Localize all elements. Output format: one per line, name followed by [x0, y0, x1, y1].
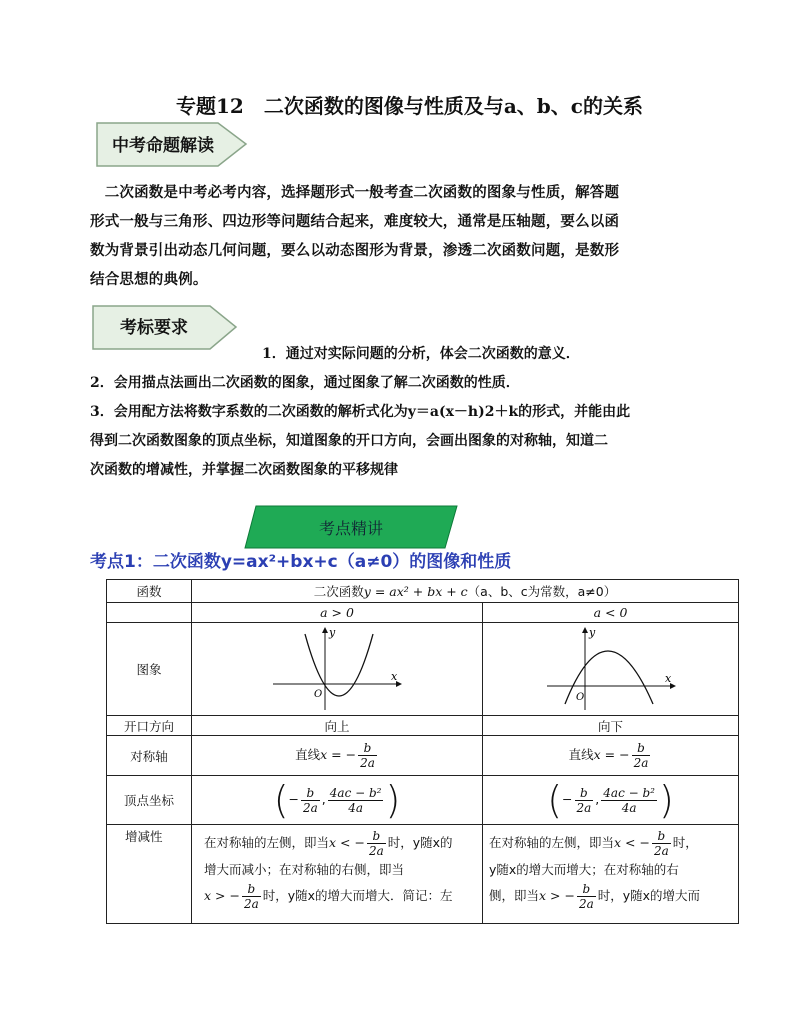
case-a-positive: a > 0	[192, 603, 483, 623]
mono-neg-line1	[489, 829, 730, 858]
requirements-badge-label: 考标要求	[120, 318, 188, 338]
table-row	[107, 580, 739, 603]
mono-pos-line1	[204, 829, 474, 858]
table-row	[107, 825, 739, 924]
fraction-denominator: 2a	[633, 756, 649, 770]
fraction-vertex-y	[328, 786, 384, 815]
key-points-banner-label: 考点精讲	[318, 519, 383, 538]
requirement-item-3-line2: 得到二次函数图象的顶点坐标，知道图象的开口方向，会画出图象的对称轴，知道二	[90, 433, 608, 449]
minus-sign: −	[562, 791, 573, 807]
parabola-upward-graph	[267, 624, 407, 714]
text: 时，y随x的	[387, 835, 453, 850]
fraction-numerator: b	[367, 829, 386, 844]
requirement-item-3-line1: 3．会用配方法将数字系数的二次函数的解析式化为y＝a(x－h)2＋k的形式，并能由此	[90, 404, 631, 420]
fraction-b-over-2a	[632, 741, 651, 770]
fraction-denominator: 4a	[621, 800, 637, 815]
function-expression: y = ax² + bx + c	[363, 584, 468, 599]
axis-prefix: 直线	[568, 747, 594, 762]
math: x < −	[614, 835, 650, 850]
fraction-b-over-2a	[652, 829, 671, 858]
fraction-b-over-2a	[367, 829, 386, 858]
fraction-b-over-2a	[242, 882, 261, 911]
vertex-pos	[192, 776, 483, 825]
math: x > −	[204, 888, 240, 903]
table-row	[107, 603, 739, 623]
fraction-denominator: 2a	[368, 844, 384, 858]
monotonicity-neg	[483, 825, 739, 924]
vertex-neg	[483, 776, 739, 825]
fraction-b-over-2a	[575, 786, 594, 815]
intro-line: 结合思想的典例。	[90, 271, 208, 288]
function-suffix: （a、b、c为常数，a≠0）	[467, 584, 617, 599]
math: x > −	[539, 888, 575, 903]
fraction-numerator: b	[577, 882, 596, 897]
fraction-numerator: b	[652, 829, 671, 844]
case-a-negative: a < 0	[483, 603, 739, 623]
text: 在对称轴的左侧，即当	[204, 835, 330, 850]
origin-label: O	[575, 692, 584, 703]
fraction-denominator: 2a	[578, 897, 594, 911]
text: 时，y随x的增大而增大．简记：左	[262, 888, 453, 903]
axis-x-label: x	[391, 670, 398, 683]
text: 侧，即当	[489, 888, 540, 903]
fraction-numerator: 4ac − b²	[603, 785, 655, 800]
right-paren: )	[658, 778, 674, 822]
fraction-numerator: b	[301, 786, 320, 801]
row-label-function: 函数	[107, 580, 192, 603]
fraction-b-over-2a	[577, 882, 596, 911]
vertex-expression: (− $\frac{b}{2a}$ , $\frac{\text{4ac − b²}}{4a}$ )	[273, 778, 401, 822]
math: x < −	[329, 835, 365, 850]
axis-of-symmetry-pos	[192, 736, 483, 776]
properties-table	[106, 579, 739, 924]
mono-neg-line2: y随x的增大而增大；在对称轴的右	[489, 862, 679, 877]
row-label-vertex: 顶点坐标	[107, 776, 192, 825]
intro-line: 数为背景引出动态几何问题，要么以动态图形为背景，渗透二次函数问题，是数形	[90, 242, 620, 259]
axis-expression: x = −	[320, 747, 357, 762]
requirement-item-1: 1．通过对实际问题的分析，体会二次函数的意义．	[262, 346, 580, 362]
intro-line: 二次函数是中考必考内容，选择题形式一般考查二次函数的图象与性质，解答题	[90, 184, 620, 201]
left-paren: (	[273, 778, 289, 822]
axis-of-symmetry-neg	[483, 736, 739, 776]
interpretation-badge-label: 中考命题解读	[112, 136, 214, 156]
fraction-denominator: 4a	[348, 800, 364, 815]
table-row	[107, 776, 739, 825]
interpretation-badge	[96, 119, 248, 169]
row-label-graph: 图象	[107, 623, 192, 716]
right-paren: )	[385, 778, 401, 822]
fraction-denominator: 2a	[243, 897, 259, 911]
fraction-numerator: b	[575, 786, 594, 801]
row-label-axis: 对称轴	[107, 736, 192, 776]
fraction-denominator: 2a	[653, 844, 669, 858]
function-definition	[192, 580, 739, 603]
requirement-item-3-line3: 次函数的增减性，并掌握二次函数图象的平移规律	[90, 462, 398, 478]
parabola-downward-graph	[541, 624, 681, 714]
opening-downward: 向下	[483, 716, 739, 736]
vertex-expression: (− $\frac{b}{2a}$ , $\frac{\text{4ac − b²}}{4a}$ )	[547, 778, 674, 822]
row-label-opening: 开口方向	[107, 716, 192, 736]
table-row	[107, 716, 739, 736]
fraction-numerator: b	[242, 882, 261, 897]
opening-upward: 向上	[192, 716, 483, 736]
mono-neg-line3	[489, 882, 730, 911]
row-label-monotonicity-text: 增减性	[125, 829, 163, 844]
left-paren: (	[547, 778, 563, 822]
monotonicity-pos	[192, 825, 483, 924]
text: 时，y随x的增大而	[597, 888, 701, 903]
kaodian-1-title: 考点1：二次函数y=ax²+bx+c（a≠0）的图像和性质	[90, 552, 512, 572]
table-row	[107, 623, 739, 716]
row-label-monotonicity	[107, 825, 192, 924]
minus-sign: −	[288, 791, 299, 807]
axis-y-label: y	[329, 626, 336, 639]
fraction-b-over-2a	[301, 786, 320, 815]
mono-pos-line2: 增大而减小；在对称轴的右侧，即当	[204, 862, 405, 877]
fraction-denominator: 2a	[303, 800, 318, 815]
key-points-banner	[244, 505, 458, 549]
axis-expression: x = −	[593, 747, 630, 762]
axis-x-label: x	[664, 672, 671, 685]
origin-label: O	[314, 689, 323, 700]
function-prefix: 二次函数	[313, 584, 364, 599]
axis-y-label: y	[588, 626, 595, 639]
requirements-badge	[92, 302, 238, 352]
text: 在对称轴的左侧，即当	[489, 835, 615, 850]
fraction-denominator: 2a	[576, 800, 592, 815]
fraction-numerator: b	[632, 741, 651, 756]
page-title: 专题12 二次函数的图像与性质及与a、b、c的关系	[176, 94, 643, 118]
fraction-denominator: 2a	[360, 756, 375, 770]
fraction-numerator: b	[358, 741, 377, 756]
graph-upward-cell	[192, 623, 483, 716]
requirement-item-2: 2．会用描点法画出二次函数的图象，通过图象了解二次函数的性质．	[90, 375, 520, 391]
text: 时，	[672, 835, 698, 850]
empty-cell	[107, 603, 192, 623]
table-row	[107, 736, 739, 776]
mono-pos-line3	[204, 882, 474, 911]
intro-line: 形式一般与三角形、四边形等问题结合起来，难度较大，通常是压轴题，要么以函	[90, 213, 620, 230]
intro-paragraph	[90, 178, 710, 294]
fraction-vertex-y	[601, 786, 657, 815]
fraction-numerator: 4ac − b²	[329, 785, 382, 800]
fraction-b-over-2a	[358, 741, 377, 770]
graph-downward-cell	[483, 623, 739, 716]
parabola-up-curve	[305, 634, 373, 696]
axis-prefix: 直线	[295, 747, 321, 762]
